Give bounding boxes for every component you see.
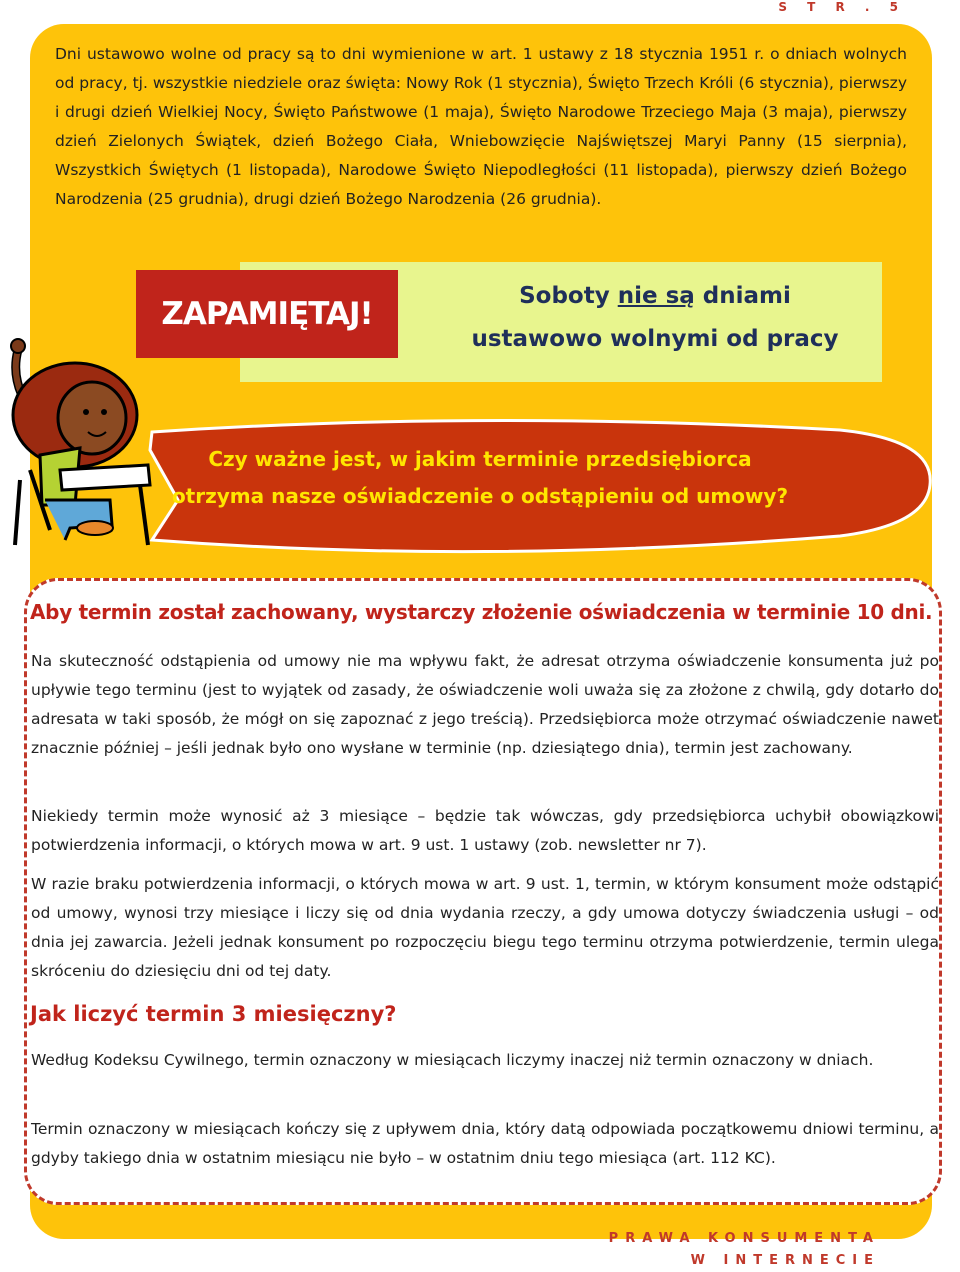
remember-text-part2: dniami — [694, 283, 791, 309]
sub-heading: Jak liczyć termin 3 miesięczny? — [30, 1002, 397, 1026]
remember-text-part1: Soboty — [519, 283, 618, 309]
question-text — [160, 441, 800, 515]
page-number: S T R . 5 — [778, 0, 906, 14]
paragraph-1: Na skuteczność odstąpienia od umowy nie ma wpływu fakt, że adresat otrzyma oświadczenie konsumenta już po upływie tego terminu (jest to wyjątek od zasady, że oświadczenie woli uważa się za złożone z chwilą, gdy dotarło do adresata w taki sposób, że mógł on się zapoznać z jego treścią). Przedsiębiorca może otrzymać oświadczenie nawet znacznie później – jeśli jednak było ono wysłane w terminie (np. dziesiątego dnia), termin jest zachowany. — [31, 652, 939, 757]
girl-at-desk-raising-hand-icon — [11, 339, 150, 545]
paragraph-4: Według Kodeksu Cywilnego, termin oznaczony w miesiącach liczymy inaczej niż termin oznaczony w dniach. — [31, 1051, 874, 1069]
highlight-heading: Aby termin został zachowany, wystarczy złożenie oświadczenia w terminie 10 dni. — [30, 600, 933, 624]
paragraph-2: Niekiedy termin może wynosić aż 3 miesiące – będzie tak wówczas, gdy przedsiębiorca uchybił obowiązkowi potwierdzenia informacji, o których mowa w art. 9 ust. 1 ustawy (zob. newsletter nr 7). — [31, 807, 939, 854]
remember-label: ZAPAMIĘTAJ! — [136, 270, 398, 358]
question-line1: Czy ważne jest, w jakim terminie przedsiębiorca — [208, 447, 752, 471]
question-line2: otrzyma nasze oświadczenie o odstąpieniu od umowy? — [171, 484, 789, 508]
remember-text-underlined: nie są — [617, 283, 695, 309]
footer-line1: PRAWA KONSUMENTA — [608, 1231, 880, 1246]
footer-line2: W INTERNECIE — [690, 1253, 880, 1268]
remember-text-line2: ustawowo wolnymi od pracy — [471, 326, 839, 352]
footer — [609, 1228, 880, 1272]
paragraph-5: Termin oznaczony w miesiącach kończy się z upływem dnia, który datą odpowiada początkowemu dniowi terminu, a gdyby takiego dnia w ostatnim miesiącu nie było – w ostatnim dniu tego miesiąca (art. 112 KC). — [31, 1120, 939, 1167]
paragraph-3: W razie braku potwierdzenia informacji, o których mowa w art. 9 ust. 1, termin, w którym konsument może odstąpić od umowy, wynosi trzy miesiące i liczy się od dnia wydania rzeczy, a gdy umowa dotyczy świadczenia usługi – od dnia jej zawarcia. Jeżeli jednak konsument po rozpoczęciu biegu tego terminu otrzyma potwierdzenie, termin ulega skróceniu do dziesięciu dni od tej daty. — [31, 875, 939, 980]
intro-paragraph: Dni ustawowo wolne od pracy są to dni wymienione w art. 1 ustawy z 18 stycznia 1951 r. o dniach wolnych od pracy, tj. wszystkie niedziele oraz święta: Nowy Rok (1 stycznia), Święto Trzech Króli (6 stycznia), pierwszy i drugi dzień Wielkiej Nocy, Święto Państwowe (1 maja), Święto Narodowe Trzeciego Maja (3 maja), pierwszy dzień Zielonych Świątek, dzień Bożego Ciała, Wniebowzięcie Najświętszej Maryi Panny (15 sierpnia), Wszystkich Świętych (1 listopada), Narodowe Święto Niepodległości (11 listopada), pierwszy dzień Bożego Narodzenia (25 grudnia), drugi dzień Bożego Narodzenia (26 grudnia). — [55, 45, 907, 208]
